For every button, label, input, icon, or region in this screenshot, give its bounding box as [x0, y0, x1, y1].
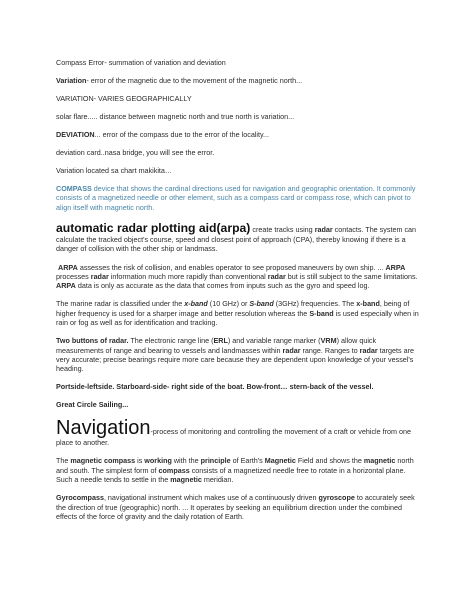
radar-bands-paragraph: The marine radar is classified under the x-band (10 GHz) or S-band (3GHz) frequencies. The x-band, being of higher frequency is used for a sharper image and better resolution whereas the S-band is used especially when in rain or fog as well as for identification and tracking. — [56, 299, 419, 328]
great-circle-line: Great Circle Sailing... — [56, 400, 129, 410]
portside-paragraph: Portside-leftside. Starboard-side- right side of the boat. Bow-front… stern-back of the vessel. — [56, 382, 374, 392]
gyrocompass-paragraph: Gyrocompass, navigational instrument which makes use of a continuously driven gyroscope to accurately seek the direction of true (geographic) north. ... It operates by seeking an equilibrium direction under the combined effects of the force of gravity and the daily rotation of Earth. — [56, 493, 415, 522]
arpa-paragraph-2: ARPA assesses the risk of collision, and enables operator to see proposed maneuvers by own ship. ... ARPA processes radar information much more rapidly than conventional radar but is still subject to the same limitations. ARPA data is only as accurate as the data that comes from inputs such as the gyro and speed log. — [56, 262, 418, 291]
deviation-card-line: deviation card..nasa bridge, you will see the error. — [56, 148, 215, 157]
variation-line: Variation- error of the magnetic due to the movement of the magnetic north... — [56, 76, 303, 85]
compass-error-line: Compass Error- summation of variation and deviation — [56, 58, 226, 67]
compass-definition: COMPASS device that shows the cardinal directions used for navigation and geographic orientation. It commonly consists of a magnetized needle or other element, such as a compass card or compass rose, which can pivot to align itself with magnetic north. — [56, 184, 416, 212]
document-body — [56, 58, 422, 530]
arpa-heading: automatic radar plotting aid(arpa) — [56, 220, 251, 235]
magnetic-compass-paragraph: The magnetic compass is working with the principle of Earth's Magnetic Field and shows the magnetic north and south. The simplest form of compass consists of a magnetized needle free to rotate in a horizontal plane. Such a needle tends to settle in the magnetic meridian. — [56, 456, 414, 485]
variation-varies-line: VARIATION- VARIES GEOGRAPHICALLY — [56, 94, 192, 103]
variation-located-line: Variation located sa chart makikita… — [56, 166, 173, 175]
solar-flare-line: solar flare..... distance between magnetic north and true north is variation... — [56, 112, 295, 121]
navigation-heading: Navigation — [56, 417, 151, 440]
deviation-line: DEVIATION... error of the compass due to the error of the locality... — [56, 130, 270, 139]
radar-buttons-paragraph: Two buttons of radar. The electronic range line (ERL) and variable range marker (VRM) allow quick measurements of range and bearing to vessels and landmasses within radar range. Ranges to radar targets are very accurate; precise bearings require more care because they are dependent upon knowledge of your vessel's heading. — [56, 336, 415, 374]
navigation-paragraph: Navigation-process of monitoring and controlling the movement of a craft or vehicle from one place to another. — [56, 417, 411, 448]
arpa-paragraph-1: automatic radar plotting aid(arpa) create tracks using radar contacts. The system can calculate the tracked object's course, speed and closest point of approach (CPA), thereby knowing if there is a danger of collision with the other ship or landmass. — [56, 220, 417, 254]
